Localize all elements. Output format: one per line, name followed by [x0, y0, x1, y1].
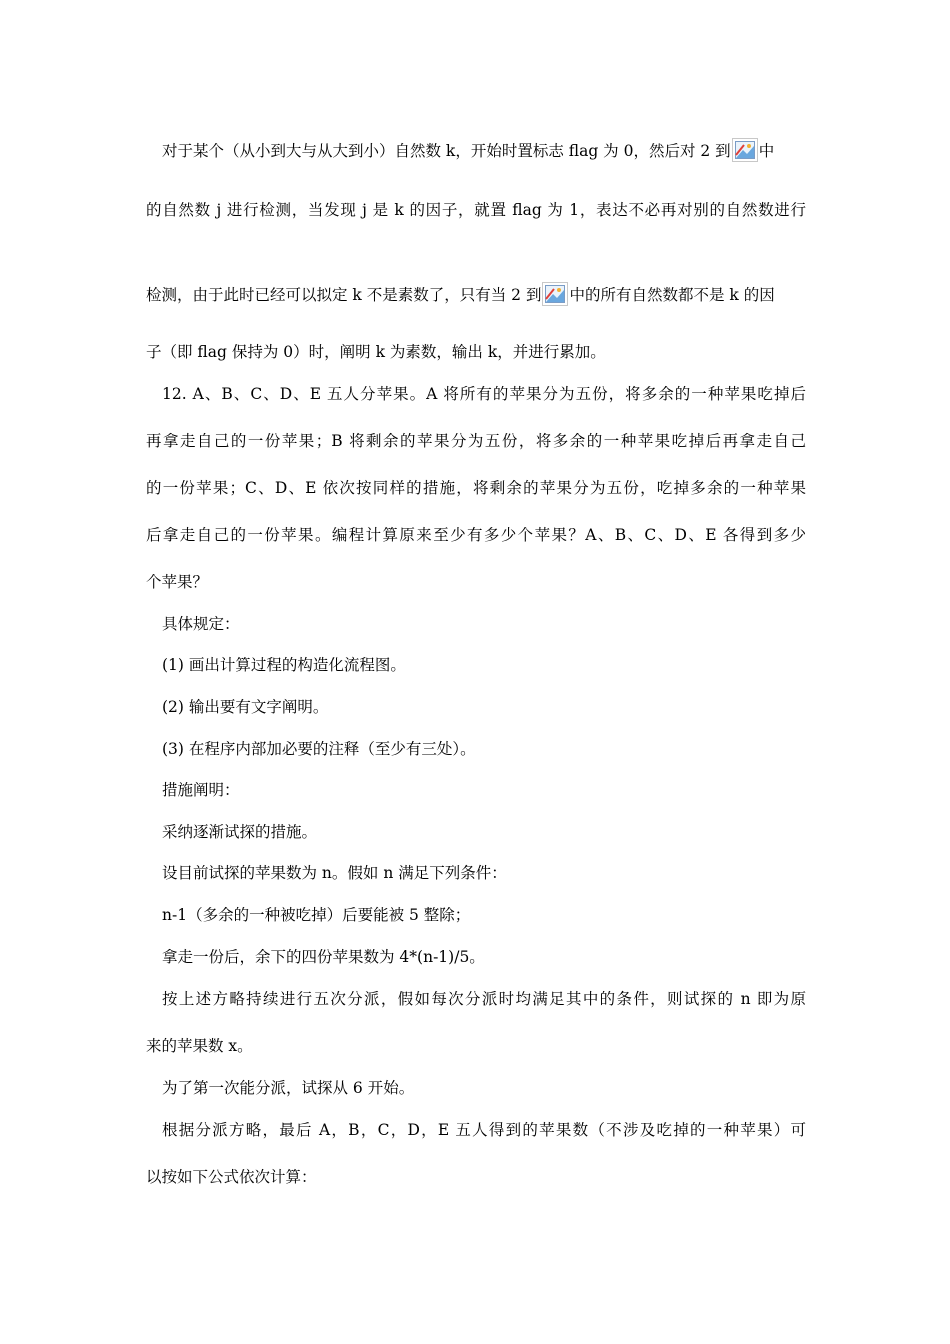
- broken-image-icon: [542, 282, 568, 306]
- method-line-5a: 按上述方略持续进行五次分派，假如每次分派时均满足其中的条件，则试探的 n 即为原: [162, 990, 806, 1008]
- q12-line-5: 个苹果？: [146, 573, 209, 591]
- broken-image-icon: [732, 138, 758, 162]
- requirements-title: 具体规定：: [162, 615, 240, 633]
- p1-line-2: 的自然数 j 进行检测，当发现 j 是 k 的因子，就置 flag 为 1，表达不必再对别的自然数进行: [146, 201, 806, 219]
- p1-line-1: 对于某个（从小到大与从大到小）自然数 k，开始时置标志 flag 为 0，然后对 2 到 中: [162, 138, 774, 162]
- method-line-7a: 根据分派方略，最后 A，B，C，D，E 五人得到的苹果数（不涉及吃掉的一种苹果）可: [162, 1121, 806, 1139]
- p1-line-3: 检测，由于此时已经可以拟定 k 不是素数了，只有当 2 到 中的所有自然数都不是 k 的因: [146, 282, 775, 306]
- q12-line-4: 后拿走自己的一份苹果。编程计算原来至少有多少个苹果？A、B、C、D、E 各得到多少: [146, 526, 806, 544]
- method-line-3: n-1（多余的一种被吃掉）后要能被 5 整除；: [162, 906, 471, 924]
- requirement-item: (2) 输出要有文字阐明。: [162, 698, 329, 716]
- method-title: 措施阐明：: [162, 781, 240, 799]
- method-line-5b: 来的苹果数 x。: [146, 1037, 253, 1055]
- requirement-item: (3) 在程序内部加必要的注释（至少有三处）。: [162, 740, 476, 758]
- q12-line-2: 再拿走自己的一份苹果；B 将剩余的苹果分为五份，将多余的一种苹果吃掉后再拿走自己: [146, 432, 806, 450]
- method-line-6: 为了第一次能分派，试探从 6 开始。: [162, 1079, 415, 1097]
- method-line-4: 拿走一份后，余下的四份苹果数为 4*(n-1)/5。: [162, 948, 485, 966]
- method-line-2: 设目前试探的苹果数为 n。假如 n 满足下列条件：: [162, 864, 507, 882]
- q12-line-3: 的一份苹果；C、D、E 依次按同样的措施，将剩余的苹果分为五份，吃掉多余的一种苹果: [146, 479, 806, 497]
- requirement-item: (1) 画出计算过程的构造化流程图。: [162, 656, 406, 674]
- method-line-1: 采纳逐渐试探的措施。: [162, 823, 318, 841]
- q12-line-1: 12. A、B、C、D、E 五人分苹果。A 将所有的苹果分为五份，将多余的一种苹果吃掉后: [162, 385, 806, 403]
- method-line-7b: 以按如下公式依次计算：: [146, 1168, 317, 1186]
- p1-line-4: 子（即 flag 保持为 0）时，阐明 k 为素数，输出 k，并进行累加。: [146, 343, 606, 361]
